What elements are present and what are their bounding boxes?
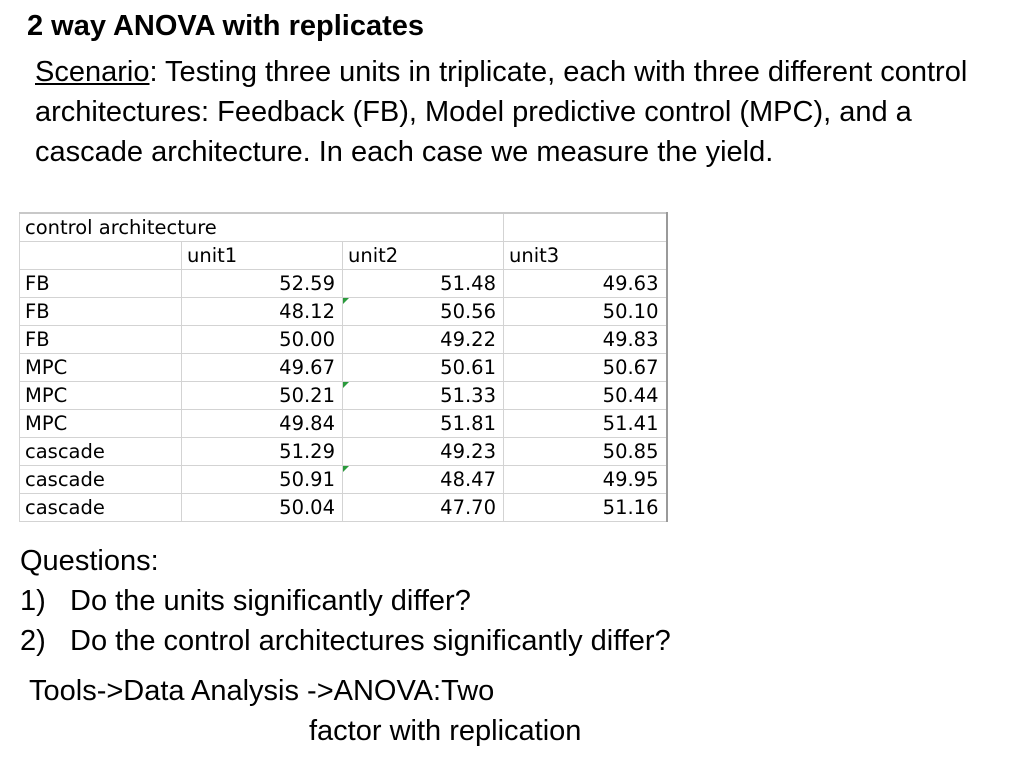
slide-title: 2 way ANOVA with replicates (27, 10, 424, 42)
header-row (20, 242, 667, 270)
question-text: Do the control architectures significantly differ? (70, 625, 671, 657)
question-item (20, 581, 671, 621)
row-label: cascade (20, 494, 182, 522)
row-label: MPC (20, 410, 182, 438)
value-cell: 50.04 (182, 494, 343, 522)
value-cell: 49.95 (504, 466, 667, 494)
value-cell: 49.63 (504, 270, 667, 298)
value-cell: 51.41 (504, 410, 667, 438)
empty-cell (20, 242, 182, 270)
row-label: MPC (20, 354, 182, 382)
row-label: cascade (20, 466, 182, 494)
column-header-unit2: unit2 (343, 242, 504, 270)
scenario-text: : Testing three units in triplicate, each with three different control architectures: Feedback (FB), Model predictive control (MPC), and a cascade architecture. In each case we measure the yield. (35, 56, 968, 168)
value-cell: 49.84 (182, 410, 343, 438)
row-label: cascade (20, 438, 182, 466)
tools-line-2: factor with replication (309, 715, 582, 747)
caption-row (20, 213, 667, 242)
value-cell: 48.47 (343, 466, 504, 494)
value-cell: 50.67 (504, 354, 667, 382)
empty-cell (504, 213, 667, 242)
tools-instruction (29, 671, 581, 751)
value-cell: 50.21 (182, 382, 343, 410)
value-cell: 48.12 (182, 298, 343, 326)
value-cell: 51.81 (343, 410, 504, 438)
questions-heading: Questions: (20, 545, 159, 577)
value-cell: 50.85 (504, 438, 667, 466)
table-row (20, 326, 667, 354)
scenario-paragraph (35, 52, 1010, 172)
value-cell: 51.33 (343, 382, 504, 410)
table-row (20, 354, 667, 382)
value-cell: 50.44 (504, 382, 667, 410)
value-cell: 47.70 (343, 494, 504, 522)
row-label: FB (20, 270, 182, 298)
value-cell: 49.22 (343, 326, 504, 354)
empty-cell (343, 213, 504, 242)
table-row (20, 466, 667, 494)
row-label: FB (20, 326, 182, 354)
value-cell: 49.67 (182, 354, 343, 382)
scenario-label: Scenario (35, 56, 150, 88)
value-cell: 50.56 (343, 298, 504, 326)
table-row (20, 494, 667, 522)
question-number: 1) (20, 585, 46, 617)
table-row (20, 438, 667, 466)
data-table (19, 212, 668, 522)
row-label: FB (20, 298, 182, 326)
question-item (20, 621, 671, 661)
questions-block (20, 541, 671, 661)
tools-line-1: Tools->Data Analysis ->ANOVA:Two (29, 675, 495, 707)
table-row (20, 410, 667, 438)
value-cell: 49.83 (504, 326, 667, 354)
column-header-unit3: unit3 (504, 242, 667, 270)
value-cell: 50.91 (182, 466, 343, 494)
question-number: 2) (20, 625, 46, 657)
table-row (20, 270, 667, 298)
column-header-unit1: unit1 (182, 242, 343, 270)
value-cell: 50.10 (504, 298, 667, 326)
value-cell: 49.23 (343, 438, 504, 466)
value-cell: 50.61 (343, 354, 504, 382)
value-cell: 51.48 (343, 270, 504, 298)
table-caption: control architecture (20, 213, 343, 242)
value-cell: 51.16 (504, 494, 667, 522)
question-text: Do the units significantly differ? (70, 585, 471, 617)
value-cell: 50.00 (182, 326, 343, 354)
row-label: MPC (20, 382, 182, 410)
value-cell: 52.59 (182, 270, 343, 298)
table-row (20, 382, 667, 410)
value-cell: 51.29 (182, 438, 343, 466)
table-row (20, 298, 667, 326)
